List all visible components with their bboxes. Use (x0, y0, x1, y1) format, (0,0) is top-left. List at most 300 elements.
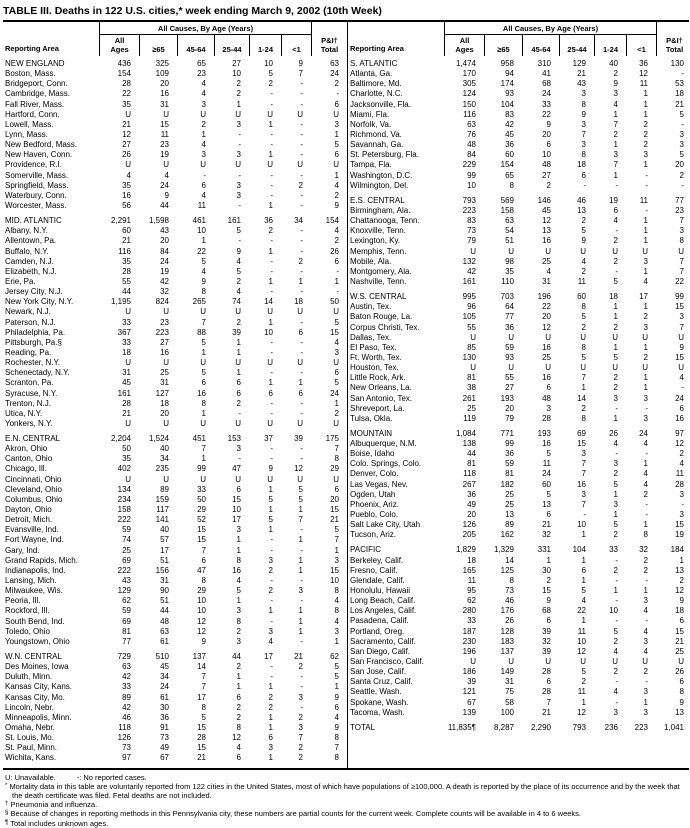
row-value: - (336, 89, 339, 99)
table-row (348, 510, 689, 520)
row-value: 6 (546, 677, 551, 687)
row-value: 3 (298, 723, 303, 732)
row-value: 6 (201, 180, 206, 190)
row-value: 793 (462, 195, 476, 205)
row-value: - (300, 672, 303, 682)
row-value: 2 (643, 489, 648, 499)
row-value: 2 (679, 575, 684, 585)
row-value: 3 (613, 707, 618, 717)
row-value: 6 (546, 616, 551, 626)
row-value: 2 (236, 702, 241, 712)
row-value: - (300, 119, 303, 129)
row-value: 60 (505, 150, 514, 160)
row-label: Ft. Worth, Tex. (350, 352, 402, 362)
row-value: - (300, 140, 303, 150)
row-value: 40 (160, 444, 169, 454)
row-value: 24 (160, 682, 169, 692)
row-label: Birmingham, Ala. (350, 205, 411, 215)
row-value: 3 (643, 707, 648, 717)
row-value: 2 (236, 89, 241, 99)
row-value: 1 (334, 398, 339, 408)
row-value: 10 (232, 69, 241, 79)
row-value: - (270, 545, 273, 555)
row-value: 4 (201, 140, 206, 150)
row-value: 27 (232, 59, 241, 68)
row-value: 77 (505, 312, 514, 322)
row-value: 154 (325, 216, 339, 226)
row-label: Pasadena, Calif. (350, 616, 409, 626)
row-value: 81 (467, 459, 476, 469)
table-row (348, 373, 689, 383)
row-value: - (238, 236, 241, 246)
row-value: 2 (236, 79, 241, 89)
row-label: Boise, Idaho (350, 449, 395, 459)
row-label: Hartford, Conn. (5, 109, 60, 119)
row-label: Scranton, Pa. (5, 378, 54, 388)
row-value: 3 (236, 525, 241, 535)
row-value: 3 (643, 636, 648, 646)
row-value: 5 (613, 352, 618, 362)
row-value: - (270, 535, 273, 545)
table-row (3, 120, 347, 130)
row-value: 1,084 (455, 428, 476, 438)
row-value: U (235, 358, 241, 368)
row-value: 1 (236, 99, 241, 109)
row-value: 1 (581, 575, 586, 585)
region-s-atlantic (348, 59, 689, 191)
row-value: 10 (330, 576, 339, 586)
row-value: 27 (542, 170, 551, 180)
row-value: 1 (613, 140, 618, 150)
row-value: 18 (609, 292, 618, 302)
row-value: 17 (197, 692, 206, 702)
row-value: 24 (639, 428, 648, 438)
row-label: W.S. CENTRAL (350, 292, 407, 302)
row-value: 44 (160, 200, 169, 210)
row-value: 2 (613, 322, 618, 332)
row-label: Cincinnati, Ohio (5, 474, 62, 484)
row-value: U (642, 246, 648, 256)
row-value: - (615, 266, 618, 276)
row-value: 40 (609, 59, 618, 68)
row-value: 8 (236, 555, 241, 565)
row-value: 3 (298, 692, 303, 702)
row-label: Lowell, Mass. (5, 119, 54, 129)
table-row (348, 150, 689, 160)
table-row (348, 439, 689, 449)
row-value: 3 (334, 119, 339, 129)
row-value: 3 (546, 403, 551, 413)
row-value: 9 (679, 697, 684, 707)
row-value: 8 (334, 606, 339, 616)
table-row (3, 596, 347, 606)
row-value: 24 (160, 180, 169, 190)
row-value: U (235, 307, 241, 317)
row-value: 21 (542, 707, 551, 717)
row-value: 3 (268, 555, 273, 565)
table-row (348, 110, 689, 120)
pi-header-spacer (656, 22, 690, 35)
table-row (3, 348, 347, 358)
col-header-1-24: 1-24 (249, 35, 281, 56)
row-value: 3 (613, 393, 618, 403)
row-label: Richmond, Va. (350, 129, 402, 139)
row-value: 46 (577, 195, 586, 205)
row-value: 1 (643, 520, 648, 530)
row-value: 26 (330, 246, 339, 256)
row-value: 1 (268, 525, 273, 535)
row-value: - (645, 499, 648, 509)
row-value: 65 (197, 59, 206, 68)
row-value: 1 (268, 723, 273, 732)
row-value: 2 (613, 256, 618, 266)
row-value: 10 (467, 180, 476, 190)
table-row (348, 140, 689, 150)
row-value: 2 (581, 677, 586, 687)
row-value: 35 (505, 266, 514, 276)
row-value: - (270, 170, 273, 180)
row-value: 6 (236, 692, 241, 702)
row-value: 35 (122, 454, 131, 464)
row-label: Lynn, Mass. (5, 129, 48, 139)
row-value: 2 (643, 312, 648, 322)
table-row (3, 267, 347, 277)
table-row (3, 444, 347, 454)
row-value: 31 (160, 378, 169, 388)
row-value: 196 (462, 646, 476, 656)
row-value: 99 (197, 464, 206, 474)
row-value: - (300, 596, 303, 606)
row-value: 6 (334, 150, 339, 160)
table-row (348, 343, 689, 353)
row-value: 1 (268, 712, 273, 722)
row-value: 1 (643, 586, 648, 596)
row-value: 51 (505, 236, 514, 246)
row-value: 4 (268, 636, 273, 646)
row-value: 11 (577, 687, 586, 697)
row-value: 1 (334, 170, 339, 180)
row-value: 63 (122, 662, 131, 672)
row-label: Berkeley, Calif. (350, 555, 404, 565)
row-value: 7 (679, 216, 684, 226)
row-value: 19 (160, 150, 169, 160)
row-label: E.S. CENTRAL (350, 195, 405, 205)
row-value: - (300, 79, 303, 89)
row-value: 8 (334, 454, 339, 464)
table-row (348, 480, 689, 490)
row-value: 1 (643, 302, 648, 312)
row-value: 4 (613, 646, 618, 656)
row-value: 1 (643, 373, 648, 383)
row-value: 53 (675, 79, 684, 89)
table-panel-left (3, 22, 347, 768)
row-value: - (645, 449, 648, 459)
row-value: 23 (160, 140, 169, 150)
row-value: 154 (500, 160, 514, 170)
row-value: 67 (467, 697, 476, 707)
table-row (3, 617, 347, 627)
table-row (3, 515, 347, 525)
row-value: 48 (542, 160, 551, 170)
table-row (348, 490, 689, 500)
row-value: 2 (268, 79, 273, 89)
row-value: 6 (236, 753, 241, 763)
row-value: 24 (330, 69, 339, 79)
row-label: Denver, Colo. (350, 469, 399, 479)
row-value: 9 (613, 79, 618, 89)
row-value: 25 (675, 646, 684, 656)
row-label: Washington, D.C. (350, 170, 413, 180)
row-value: U (678, 246, 684, 256)
row-value: 42 (122, 672, 131, 682)
row-value: 61 (160, 692, 169, 702)
row-label: Cleveland, Ohio (5, 484, 62, 494)
table-row (348, 100, 689, 110)
row-value: 22 (542, 302, 551, 312)
row-value: 68 (542, 79, 551, 89)
row-label: Santa Cruz, Calif. (350, 677, 413, 687)
row-value: 18 (675, 606, 684, 616)
region-w-n-central (3, 652, 347, 764)
row-value: 24 (160, 256, 169, 266)
row-value: 995 (462, 292, 476, 302)
table-row (3, 713, 347, 723)
row-value: 9 (334, 692, 339, 702)
table-row (3, 566, 347, 576)
row-value: 1 (298, 626, 303, 636)
row-value: 100 (500, 707, 514, 717)
row-value: 75 (505, 687, 514, 697)
row-value: 3 (679, 226, 684, 236)
row-value: 7 (679, 256, 684, 266)
row-value: 17 (639, 292, 648, 302)
row-value: 32 (542, 530, 551, 540)
table-row (3, 297, 347, 307)
age-group-header: All Causes, By Age (Years) (99, 22, 311, 35)
row-label: Buffalo, N.Y. (5, 246, 49, 256)
row-value: 1 (546, 555, 551, 565)
row-value: - (300, 266, 303, 276)
row-value: 1 (268, 505, 273, 515)
row-value: 81 (467, 373, 476, 383)
row-label: Seattle, Wash. (350, 687, 402, 697)
row-value: - (300, 337, 303, 347)
row-value: 31 (122, 368, 131, 378)
row-value: 1 (236, 368, 241, 378)
row-value: 2 (298, 753, 303, 763)
table-row (348, 637, 689, 647)
row-value: 14 (264, 297, 273, 307)
row-value: U (267, 418, 273, 428)
row-value: 15 (675, 302, 684, 312)
row-value: 6 (613, 205, 618, 215)
row-value: 59 (122, 525, 131, 535)
table-row (348, 257, 689, 267)
row-value: 5 (236, 586, 241, 596)
row-value: U (200, 109, 206, 119)
row-value: - (336, 266, 339, 276)
row-value: 7 (679, 266, 684, 276)
row-label: Bridgeport, Conn. (5, 79, 68, 89)
row-value: 3 (236, 119, 241, 129)
row-label: Rochester, N.Y. (5, 358, 60, 368)
row-value: 69 (577, 428, 586, 438)
row-value: 26 (505, 616, 514, 626)
row-value: U (297, 358, 303, 368)
row-value: 5 (298, 484, 303, 494)
row-value: 55 (467, 322, 476, 332)
table-row (348, 404, 689, 414)
row-value: 1 (643, 109, 648, 119)
row-value: U (125, 109, 131, 119)
row-value: 51 (160, 596, 169, 606)
table-panel-right (347, 22, 689, 768)
row-label: Grand Rapids, Mich. (5, 555, 78, 565)
row-value: 3 (643, 413, 648, 423)
row-value: 1 (268, 246, 273, 256)
row-value: 8 (201, 576, 206, 586)
table-row (348, 226, 689, 236)
table-row (348, 363, 689, 373)
table-row (3, 454, 347, 464)
table-row (348, 647, 689, 657)
row-value: 43 (160, 226, 169, 236)
table-row (348, 302, 689, 312)
row-value: U (580, 246, 586, 256)
row-value: U (163, 109, 169, 119)
row-value: 30 (542, 565, 551, 575)
row-value: 4 (236, 576, 241, 586)
row-value: U (267, 307, 273, 317)
row-label: St. Paul, Minn. (5, 743, 58, 753)
row-value: - (238, 129, 241, 139)
row-value: 2 (546, 575, 551, 585)
row-value: 150 (462, 99, 476, 109)
row-value: 2 (298, 743, 303, 753)
row-value: 21 (122, 236, 131, 246)
row-value: 1 (613, 510, 618, 520)
row-value: 11 (197, 200, 206, 210)
row-value: 3 (334, 347, 339, 357)
row-value: 729 (117, 652, 131, 662)
row-value: U (508, 246, 514, 256)
row-value: 3 (613, 150, 618, 160)
row-value: U (545, 657, 551, 667)
row-value: 9 (236, 246, 241, 256)
row-value: - (270, 180, 273, 190)
row-value: 8 (236, 723, 241, 732)
region-mid-atlantic (3, 216, 347, 429)
table-row (348, 459, 689, 469)
row-value: 43 (577, 79, 586, 89)
row-value: 32 (542, 636, 551, 646)
row-value: 124 (462, 89, 476, 99)
row-value: 79 (467, 236, 476, 246)
row-value: 104 (572, 545, 586, 555)
row-value: 5 (679, 109, 684, 119)
row-value: 1,829 (455, 545, 476, 555)
row-value: 1 (268, 484, 273, 494)
row-value: 2 (334, 190, 339, 200)
row-value: 7 (613, 119, 618, 129)
row-value: 8 (581, 150, 586, 160)
row-label: Shreveport, La. (350, 403, 405, 413)
row-value: 74 (122, 535, 131, 545)
row-value: 3 (236, 180, 241, 190)
row-value: 11 (577, 276, 586, 286)
row-value: 5 (613, 626, 618, 636)
table-row (348, 556, 689, 566)
row-value: 59 (505, 459, 514, 469)
row-value: U (163, 358, 169, 368)
row-value: - (238, 454, 241, 464)
row-value: 7 (201, 444, 206, 454)
row-value: - (300, 444, 303, 454)
row-label: Fall River, Mass. (5, 99, 65, 109)
row-value: 16 (232, 565, 241, 575)
row-value: 18 (467, 555, 476, 565)
row-value: 15 (232, 494, 241, 504)
table-row (348, 698, 689, 708)
row-label: Columbus, Ohio (5, 494, 63, 504)
row-value: 16 (542, 373, 551, 383)
row-value: 10 (232, 505, 241, 515)
row-value: - (583, 180, 586, 190)
row-value: 11 (639, 195, 648, 205)
row-value: 6 (334, 256, 339, 266)
row-value: 54 (505, 226, 514, 236)
row-label: Milwaukee, Wis. (5, 586, 63, 596)
row-value: U (163, 474, 169, 484)
table-row (348, 79, 689, 89)
row-value: 229 (462, 160, 476, 170)
row-value: 18 (294, 297, 303, 307)
row-label: Savannah, Ga. (350, 140, 404, 150)
row-value: 170 (462, 69, 476, 79)
row-label: Pueblo, Colo. (350, 510, 399, 520)
row-value: 1 (613, 302, 618, 312)
row-value: 5 (546, 449, 551, 459)
row-value: 21 (122, 408, 131, 418)
row-value: 36 (505, 322, 514, 332)
row-value: 23 (675, 205, 684, 215)
col-header-pi-total: P&I† Total (311, 35, 347, 56)
row-value: 1 (643, 236, 648, 246)
row-value: 57 (160, 535, 169, 545)
row-value: - (615, 596, 618, 606)
row-label: Chattanooga, Tenn. (350, 216, 420, 226)
row-value: 6 (201, 378, 206, 388)
row-value: 4 (126, 170, 131, 180)
row-value: 15 (197, 535, 206, 545)
row-value: 1 (334, 682, 339, 692)
row-value: 12 (542, 216, 551, 226)
row-value: - (300, 545, 303, 555)
row-value: 127 (155, 388, 169, 398)
row-value: 36 (639, 59, 648, 68)
row-value: 21 (577, 69, 586, 79)
row-value: 510 (155, 652, 169, 662)
row-value: 7 (334, 535, 339, 545)
row-value: - (300, 408, 303, 418)
row-value: 5 (334, 672, 339, 682)
table-row (3, 399, 347, 409)
row-value: 22 (675, 276, 684, 286)
row-value: 1 (268, 276, 273, 286)
row-value: 18 (675, 89, 684, 99)
row-value: U (470, 246, 476, 256)
row-value: - (300, 246, 303, 256)
